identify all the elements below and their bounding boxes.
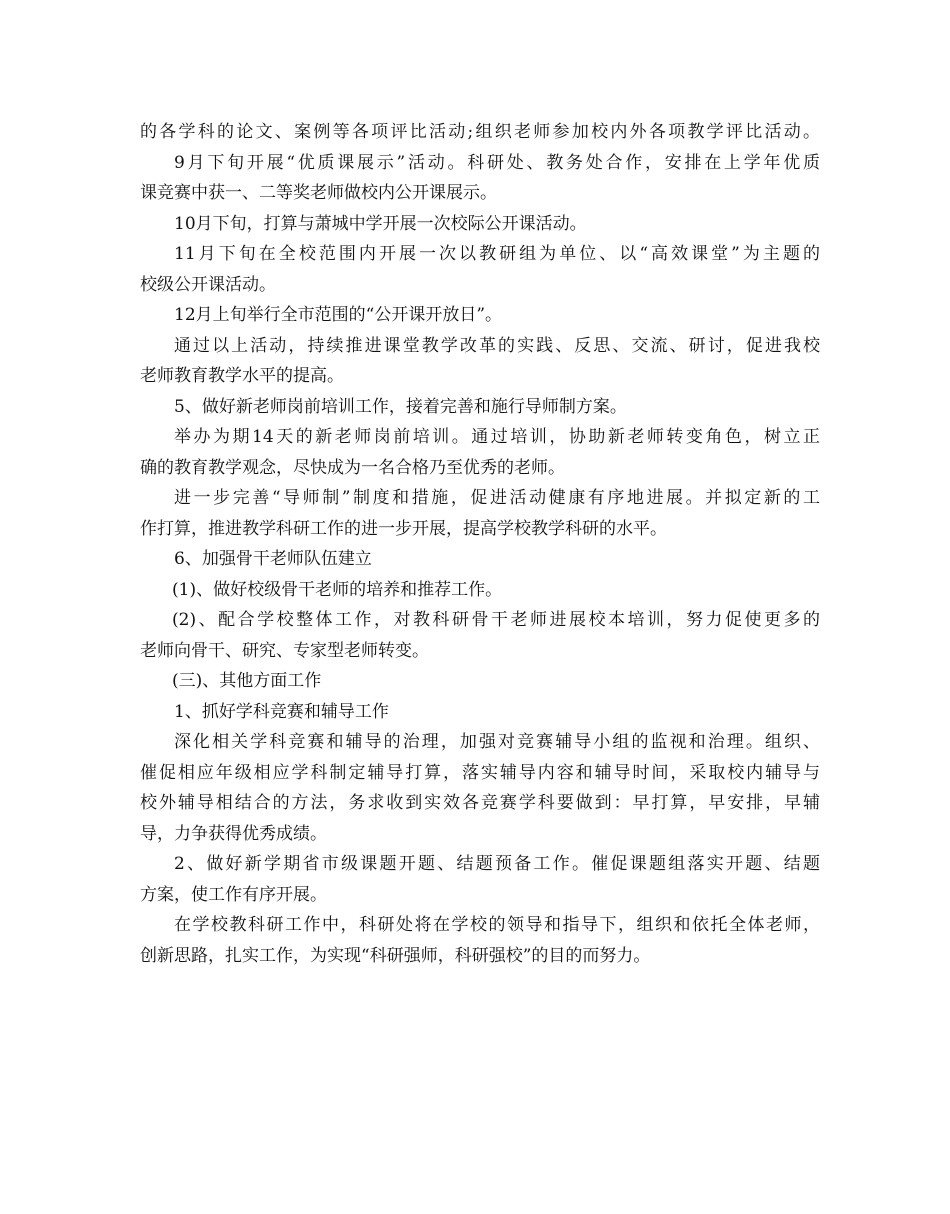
paragraph-line: 导，力争获得优秀成绩。 (140, 823, 327, 844)
paragraph-line: 10月下旬，打算与萧城中学开展一次校际公开课活动。 (174, 213, 587, 234)
section-heading: (三)、其他方面工作 (172, 671, 322, 691)
paragraph-line: 12月上旬举行全市范围的“公开课开放日”。 (174, 305, 503, 325)
list-item: (1)、做好校级骨干老师的培养和推荐工作。 (172, 579, 503, 600)
paragraph-line: 进一步完善“导师制”制度和措施，促进活动健康有序地进展。并拟定新的工 (174, 488, 820, 508)
paragraph-line: 创新思路，扎实工作，为实现“科研强师，科研强校”的目的而努力。 (140, 945, 651, 966)
paragraph-line: 确的教育教学观念，尽快成为一名合格乃至优秀的老师。 (140, 457, 565, 478)
paragraph-line: 2、做好新学期省市级课题开题、结题预备工作。催促课题组落实开题、结题 (174, 854, 820, 874)
paragraph-line: 课竞赛中获一、二等奖老师做校内公开课展示。 (140, 183, 497, 203)
paragraph-line: 的各学科的论文、案例等各项评比活动;组织老师参加校内外各项教学评比活动。 (140, 122, 820, 142)
paragraph-line: 催促相应年级相应学科制定辅导打算，落实辅导内容和辅导时间，采取校内辅导与 (140, 762, 820, 783)
paragraph-line: 深化相关学科竞赛和辅导的治理，加强对竞赛辅导小组的监视和治理。组织、 (174, 732, 820, 752)
paragraph-line: 校外辅导相结合的方法，务求收到实效各竞赛学科要做到：早打算，早安排，早辅 (140, 793, 820, 813)
paragraph-line: 通过以上活动，持续推进课堂教学改革的实践、反思、交流、研讨，促进我校 (174, 335, 820, 356)
paragraph-line: 方案，使工作有序开展。 (140, 884, 327, 905)
paragraph-line: 在学校教科研工作中，科研处将在学校的领导和指导下，组织和依托全体老师， (174, 915, 820, 935)
section-heading: 6、加强骨干老师队伍建立 (174, 549, 372, 569)
document-body (140, 117, 820, 971)
paragraph-line: 老师向骨干、研究、专家型老师转变。 (140, 640, 429, 661)
paragraph-line: 举办为期14天的新老师岗前培训。通过培训，协助新老师转变角色，树立正 (174, 427, 820, 447)
paragraph-line: 11月下旬在全校范围内开展一次以教研组为单位、以“高效课堂”为主题的 (174, 244, 820, 264)
paragraph-line: 9月下旬开展“优质课展示”活动。科研处、教务处合作，安排在上学年优质 (174, 152, 820, 173)
list-item: (2)、配合学校整体工作，对教科研骨干老师进展校本培训，努力促使更多的 (172, 610, 820, 630)
paragraph-line: 作打算，推进教学科研工作的进一步开展，提高学校教学科研的水平。 (140, 518, 667, 539)
paragraph-line: 老师教育教学水平的提高。 (140, 366, 344, 386)
section-heading: 1、抓好学科竞赛和辅导工作 (174, 701, 389, 722)
section-heading: 5、做好新老师岗前培训工作，接着完善和施行导师制方案。 (174, 396, 627, 417)
paragraph-line: 校级公开课活动。 (140, 274, 276, 295)
